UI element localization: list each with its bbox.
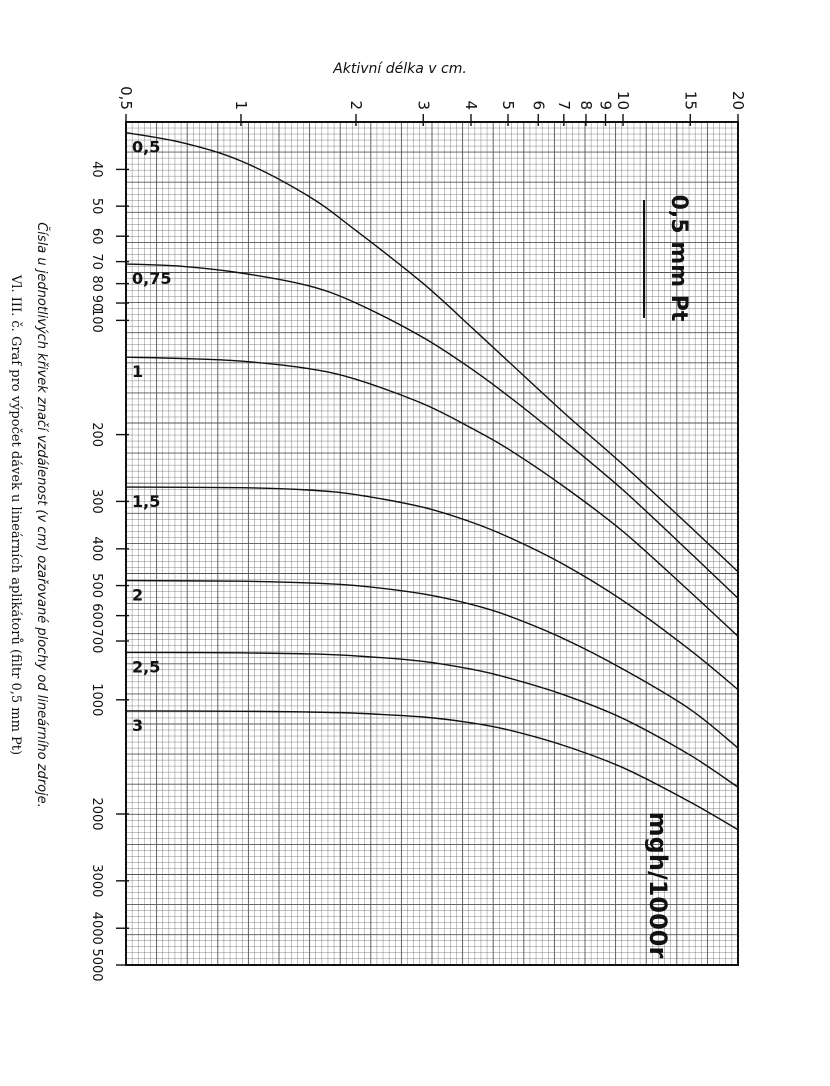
top-tick-group [117,86,135,110]
filter-label: 0,5 mm Pt [666,194,691,322]
top-tick-group [681,91,699,110]
curve-label-text: 0,5 [132,137,161,157]
top-tick-label: 0,5 [117,86,135,110]
top-tick-group [614,91,632,110]
left-tick-label: 600 [89,603,104,629]
curve-label-text: 0,75 [132,268,172,288]
top-tick-group [414,100,432,110]
y-axis-unit-label: mgh/1000r [644,811,672,959]
left-tick-label: 80 [89,275,104,292]
top-axis-ticks [117,86,747,126]
top-tick-label: 5 [499,100,518,110]
top-tick-group [555,100,573,110]
figure-caption: Vl. III. č. Graf pro výpočet dávek u lineárních aplikátorů (filtr 0,5 mm Pt) [8,274,23,756]
top-tick-group [232,100,250,110]
left-tick-group [89,603,104,628]
left-tick-group [89,912,104,945]
left-tick-label: 500 [89,573,104,599]
caption-text: Čísla u jednotlivých křivek značí vzdálenost (v cm) ozařované plochy od lineárního zdroje. [34,222,49,808]
curve-label-text: 1 [132,362,144,382]
top-tick-label: 7 [554,100,573,110]
top-tick-label: 6 [529,100,548,110]
left-tick-label: 200 [89,422,104,448]
left-tick-label: 50 [89,197,104,215]
left-tick-group [89,573,104,598]
top-tick-label: 2 [346,100,365,110]
left-tick-group [89,253,104,270]
left-tick-label: 1000 [89,683,104,717]
top-tick-label: 3 [414,100,433,110]
top-tick-label: 9 [596,100,615,110]
curve-label-text: 3 [132,715,144,735]
left-tick-group [89,308,104,333]
left-tick-label: 100 [89,307,104,333]
top-tick-group [729,91,747,110]
curve-labels [132,138,171,735]
top-tick-label: 1 [231,100,250,110]
top-tick-label: 10 [614,90,633,110]
left-tick-group [89,629,104,654]
curve-label-text: 2 [132,585,144,605]
top-tick-group [499,100,517,110]
left-tick-group [89,422,104,447]
top-tick-group [347,100,365,110]
left-tick-group [89,864,104,897]
left-tick-group [89,275,104,292]
x-axis-title: Aktivní délka v cm. [333,61,467,77]
top-tick-group [597,100,615,110]
left-tick-label: 400 [89,536,104,562]
left-tick-group [89,228,104,245]
left-tick-label: 3000 [89,864,104,898]
left-tick-label: 2000 [89,797,104,831]
left-tick-label: 70 [89,253,104,270]
left-tick-label: 90 [89,294,104,312]
top-tick-label: 15 [681,90,700,110]
top-tick-label: 4 [461,100,480,110]
left-tick-label: 4000 [89,911,104,945]
left-tick-group [89,489,104,514]
left-tick-group [89,161,104,178]
curve-label-text: 2,5 [132,657,161,677]
left-tick-label: 60 [89,227,104,245]
curve-label-text: 1,5 [132,492,161,512]
left-tick-group [89,198,104,215]
top-tick-group [462,100,480,110]
top-tick-group [529,100,547,110]
left-tick-group [89,797,104,830]
left-tick-group [89,948,104,981]
left-tick-label: 40 [89,161,104,178]
left-axis-ticks [89,161,129,981]
left-tick-group [89,536,104,561]
left-tick-label: 5000 [89,948,104,982]
top-tick-label: 8 [576,100,595,110]
left-tick-label: 300 [89,488,104,514]
top-tick-label: 20 [729,90,747,110]
left-tick-group [89,683,104,716]
left-tick-label: 700 [89,628,104,654]
top-tick-group [577,100,595,110]
